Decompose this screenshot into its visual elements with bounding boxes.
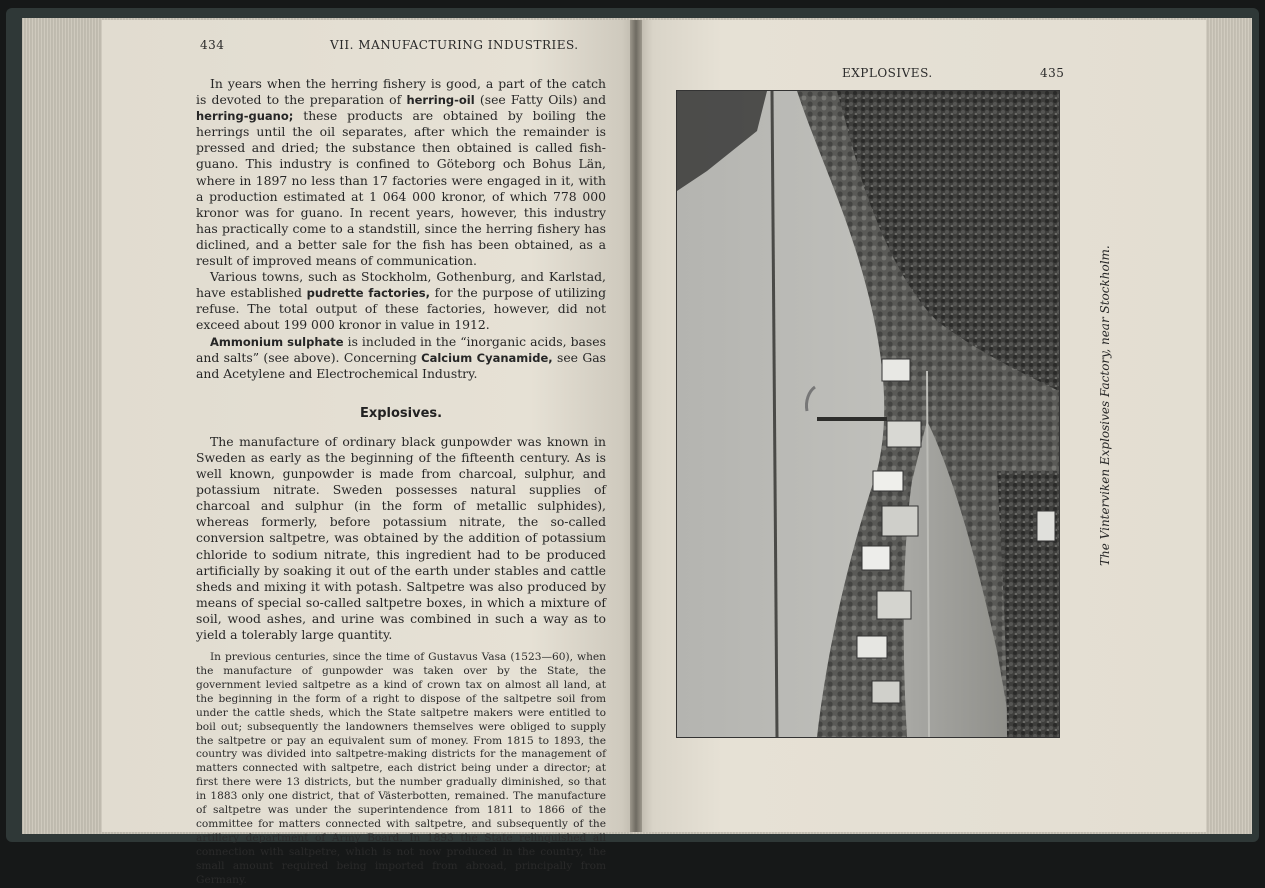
text-span: for the purpose of utilizing refuse. The total output of these factories, however, did not exceed about 199 000 kronor in value in 1912. [196,285,607,333]
paragraph-saltpetre-history: In previous centuries, since the time of Gustavus Vasa (1523—60), when the manufacture of gunpowder was taken over by the State, the government levied saltpetre as a kind of crown tax on almost all land, at the beginning in the form of a right to dispose of the saltpetre soil from under the cattle sheds, which the State saltpetre makers were entitled to boil out; subsequently the landowners themselves were obliged to supply the saltpetre or pay an equivalent sum of money. From 1815 to 1893, the country was divided into saltpetre-making districts for the management of matters connected with saltpetre, each district being under a director; at first there were 13 districts, but the number gradually diminished, so that in 1883 only one district, that of Västerbotten, remained. The manufacture of saltpetre was under the superintendence from 1811 to 1866 of the committee for matters connected with saltpetre, and subsequently of the artillery department of Army Board. In 1893 the State relinquished all connection with saltpetre, which is not now produced in the country, the small amount required being imported from abroad, principally from Germany. [196,651,606,886]
left-running-head: VII. MANUFACTURING INDUSTRIES. [330,38,579,52]
term-ammonium: Ammonium sulphate [210,334,344,349]
text-span: In years when the herring fishery is good, a part of the catch is devoted to the preparation of [196,76,606,108]
factory-photograph [676,90,1060,738]
photo-caption-text: The Vinterviken Explosives Factory, near Stockholm. [1098,245,1112,566]
text-span: Various towns, such as Stockholm, Gothenburg, and Karlstad, have established [196,269,606,301]
text-span: these products are obtained by boiling the herrings until the oil separates, after which the remainder is pressed and dried; the substance then obtained is called fish-guano. This industry is confined to Göteborg och Bohus Län, where in 1897 no less than 17 factories were engaged in it, with a production estimated at 1 064 000 kronor, of which 778 000 kronor was for guano. In recent years, however, this industry has practically come to a standstill, since the herring fishery has diclined, and a better sale for the fish has been obtained, as a result of improved means of communication. [196,108,606,269]
term-calcium: Calcium Cyanamide, [421,350,553,365]
photo-caption [1098,245,1112,566]
term-herring-guano: herring-guano; [196,109,294,124]
paragraph-pudrette [196,269,606,333]
right-running-head: EXPLOSIVES. [842,66,933,80]
section-title-explosives: Explosives. [359,405,443,421]
left-text-column [196,76,606,888]
text-span: (see Fatty Oils) and [474,92,606,108]
photo-illustration [677,91,1059,737]
chimney [817,417,887,421]
paragraph-gunpowder: The manufacture of ordinary black gunpowder was known in Sweden as early as the beginning of the fifteenth century. As is well known, gunpowder is made from charcoal, sulphur, and potassium nitrate. Sweden possesses natural supplies of charcoal and sulphur (in the form of metallic sulphides), whereas formerly, before potassium nitrate, the so-called conversion saltpetre, was obtained by the addition of potassium chloride to sodium nitrate, this ingredient had to be produced artificially by soaking it out of the earth under stables and cattle sheds and mixing it with potash. Saltpetre was also produced by means of special so-called saltpetre boxes, in which a mixture of soil, wood ashes, and urine was combined in such a way as to yield a tolerably large quantity. [196,433,606,642]
text-span: see Gas and Acetylene and Electrochemical Industry. [196,349,606,381]
term-herring-oil: herring-oil [406,93,475,108]
small-print-block [196,651,606,887]
left-page-number: 434 [200,38,225,52]
paragraph-ammonium [196,334,606,382]
right-page-number: 435 [1040,66,1065,80]
book-gutter [630,20,642,832]
text-span: is included in the “inorganic acids, bases and salts” (see above). Concerning [196,333,606,365]
term-pudrette: pudrette factories, [306,286,430,301]
paragraph-herring [196,76,606,269]
